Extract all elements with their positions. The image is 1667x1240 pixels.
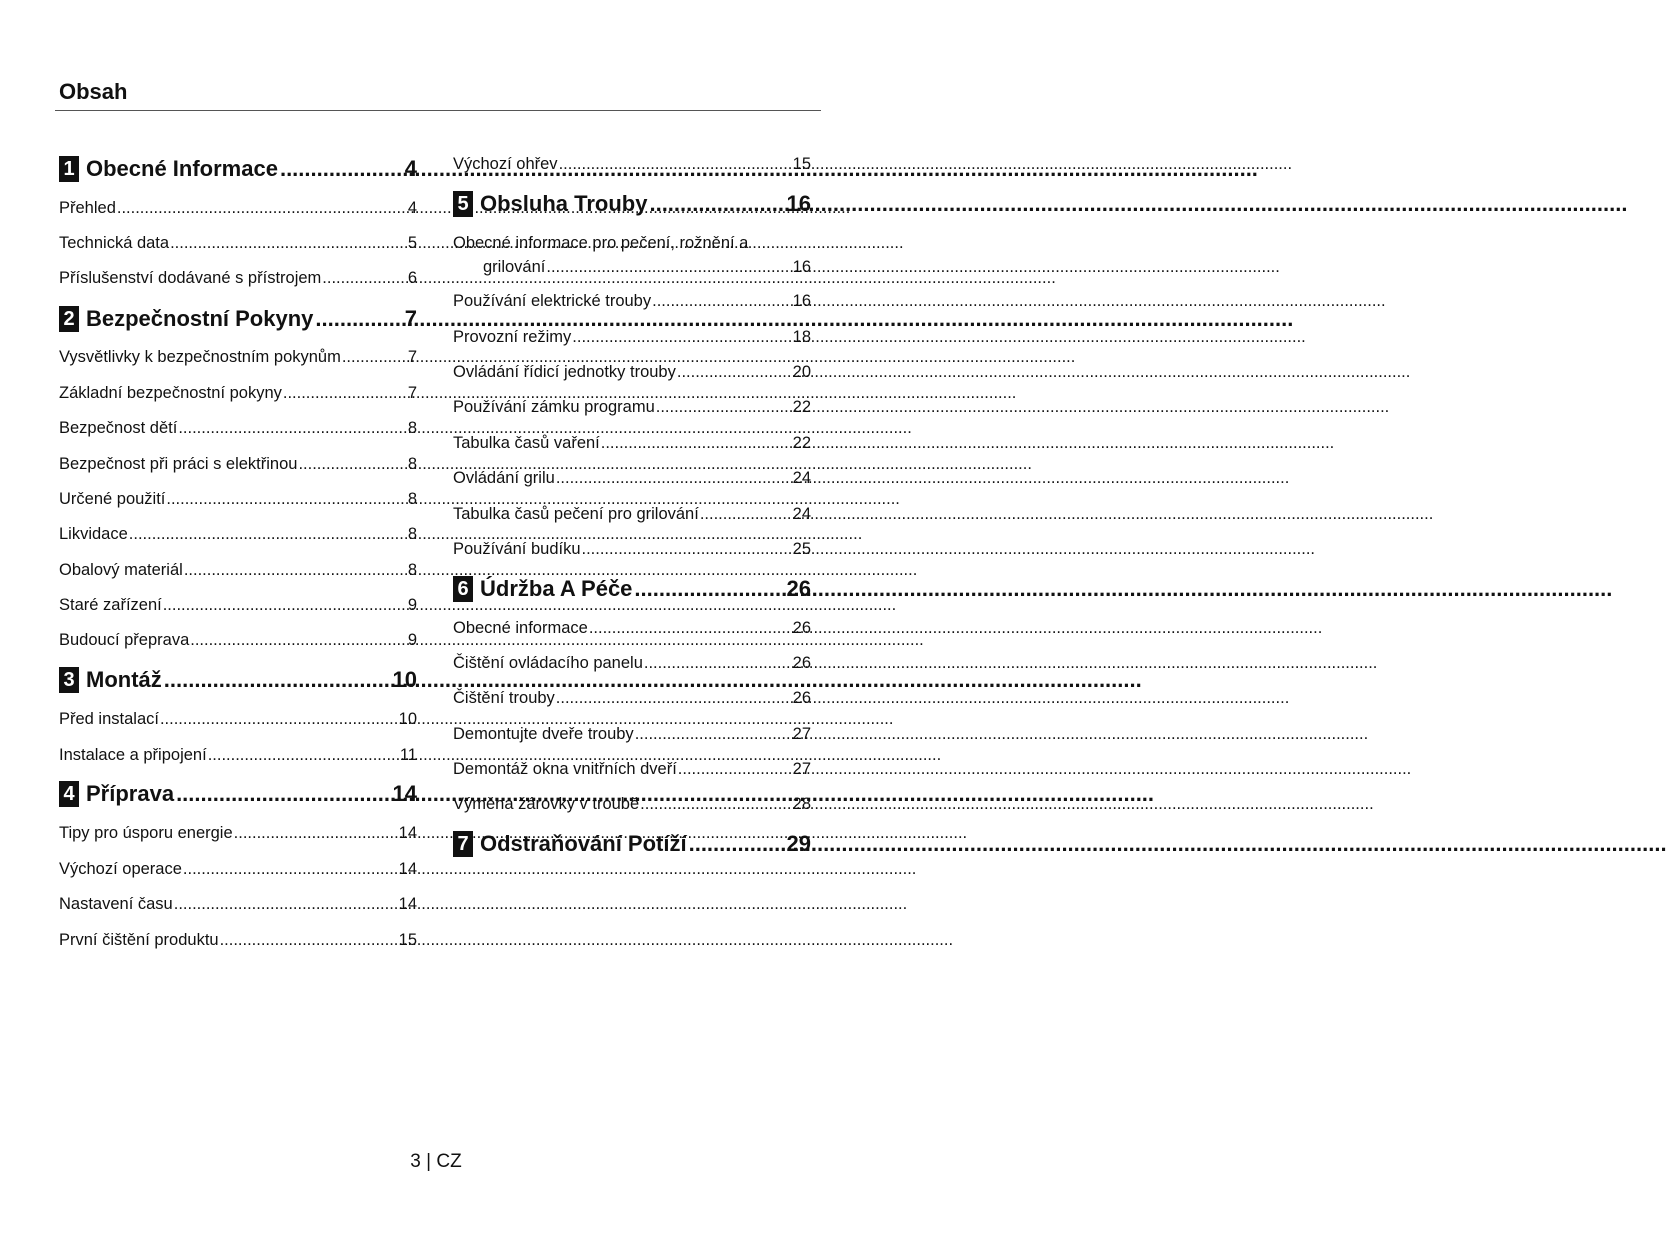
entry-page: 24 — [792, 505, 811, 523]
section-title: Bezpečnostní Pokyny — [86, 306, 314, 331]
entry-page: 8 — [407, 419, 417, 437]
section-title: Údržba A Péče — [480, 576, 633, 601]
entry-label: Obecné informace pro pečení, rožnění a — [453, 234, 749, 252]
entry-label: Výchozí ohřev — [453, 155, 558, 173]
leader-dots — [160, 707, 398, 731]
entry-page: 4 — [407, 199, 417, 217]
leader-dots — [166, 487, 406, 511]
toc-entry[interactable] — [59, 452, 417, 476]
leader-dots — [184, 558, 407, 582]
entry-page: 26 — [792, 654, 811, 672]
leader-dots — [644, 651, 792, 675]
leader-dots — [176, 779, 390, 809]
toc-entry[interactable] — [59, 707, 417, 731]
entry-page: 6 — [407, 269, 417, 287]
leader-dots — [315, 304, 402, 334]
entry-label: Obecné informace — [453, 619, 588, 637]
entry-label: Přehled — [59, 199, 116, 217]
entry-page: 8 — [407, 490, 417, 508]
entry-page: 18 — [792, 328, 811, 346]
entry-label: Demontujte dveře trouby — [453, 725, 634, 743]
leader-dots — [208, 743, 399, 767]
entry-label: Likvidace — [59, 525, 128, 543]
toc-entry[interactable] — [453, 722, 811, 746]
leader-dots — [190, 628, 407, 652]
toc-entry[interactable] — [453, 360, 811, 384]
leader-dots — [164, 665, 391, 695]
leader-dots — [635, 722, 792, 746]
entry-label: Budoucí přeprava — [59, 631, 190, 649]
section-title: Montáž — [86, 667, 162, 692]
entry-label: Tabulka časů vaření — [453, 434, 600, 452]
entry-label: Ovládání řídicí jednotky trouby — [453, 363, 676, 381]
entry-label: Obalový materiál — [59, 561, 183, 579]
entry-label: Tabulka časů pečení pro grilování — [453, 505, 699, 523]
toc-entry[interactable] — [453, 537, 811, 561]
entry-page: 8 — [407, 525, 417, 543]
entry-page: 14 — [398, 824, 417, 842]
section-number-badge: 6 — [453, 576, 473, 602]
toc-entry[interactable] — [59, 821, 417, 845]
leader-dots — [117, 196, 407, 220]
leader-dots — [656, 395, 792, 419]
entry-label: Bezpečnost dětí — [59, 419, 178, 437]
section-number-badge: 7 — [453, 831, 473, 857]
toc-entry[interactable] — [453, 325, 811, 349]
entry-page: 26 — [792, 689, 811, 707]
entry-label: Demontáž okna vnitřních dveří — [453, 760, 677, 778]
toc-entry[interactable] — [453, 686, 811, 710]
toc-entry[interactable] — [453, 152, 811, 176]
toc-entry[interactable] — [59, 416, 417, 440]
leader-dots — [652, 289, 792, 313]
entry-label: Technická data — [59, 234, 170, 252]
entry-label: Bezpečnost při práci s elektřinou — [59, 455, 298, 473]
entry-label: Ovládání grilu — [453, 469, 555, 487]
toc-entry[interactable] — [453, 431, 811, 455]
entry-page: 22 — [792, 434, 811, 452]
entry-label: Používání elektrické trouby — [453, 292, 652, 310]
section-number-badge: 3 — [59, 667, 79, 693]
leader-dots — [556, 686, 792, 710]
section-page: 29 — [786, 831, 811, 856]
entry-page: 9 — [407, 631, 417, 649]
toc-entry[interactable] — [59, 743, 417, 767]
page-footer: 3 | CZ — [410, 1151, 462, 1172]
toc-entry[interactable] — [59, 628, 417, 652]
toc-entry[interactable] — [453, 651, 811, 675]
entry-page: 25 — [792, 540, 811, 558]
leader-dots — [546, 255, 791, 279]
leader-dots — [163, 593, 407, 617]
leader-dots — [700, 502, 792, 526]
leader-dots — [649, 189, 784, 219]
toc-entry[interactable] — [453, 289, 811, 313]
toc-entry[interactable] — [59, 857, 417, 881]
entry-label: Příslušenství dodávané s přístrojem — [59, 269, 322, 287]
toc-entry[interactable] — [59, 345, 417, 369]
toc-section-4[interactable] — [59, 779, 417, 809]
entry-page: 24 — [792, 469, 811, 487]
entry-page: 8 — [407, 561, 417, 579]
section-title: Odstraňování Potíží — [480, 831, 687, 856]
page-title: Obsah — [59, 79, 128, 104]
section-page: 14 — [392, 781, 417, 806]
toc-entry[interactable] — [453, 502, 811, 526]
leader-dots — [183, 857, 398, 881]
section-title: Příprava — [86, 781, 175, 806]
entry-label: Provozní režimy — [453, 328, 572, 346]
leader-dots — [634, 574, 784, 604]
toc-entry[interactable] — [59, 558, 417, 582]
entry-page: 20 — [792, 363, 811, 381]
leader-dots — [582, 537, 792, 561]
toc-entry[interactable] — [453, 466, 811, 490]
entry-label: Instalace a připojení — [59, 746, 207, 764]
leader-dots — [678, 757, 792, 781]
entry-page: 10 — [398, 710, 417, 728]
leader-dots — [640, 792, 791, 816]
entry-page: 7 — [407, 384, 417, 402]
entry-label: Čištění ovládacího panelu — [453, 654, 643, 672]
leader-dots — [170, 231, 407, 255]
entry-page: 14 — [398, 895, 417, 913]
entry-label: Před instalací — [59, 710, 159, 728]
toc-entry[interactable] — [453, 231, 811, 279]
entry-label: Určené použití — [59, 490, 166, 508]
toc-section-1[interactable] — [59, 154, 417, 184]
leader-dots — [589, 616, 792, 640]
leader-dots — [178, 416, 406, 440]
leader-dots — [322, 266, 407, 290]
leader-dots — [234, 821, 398, 845]
toc-entry[interactable] — [59, 593, 417, 617]
leader-dots — [556, 466, 792, 490]
toc-entry[interactable] — [59, 892, 417, 916]
toc-entry[interactable] — [453, 395, 811, 419]
entry-label-continued: grilování — [483, 258, 546, 276]
entry-page: 22 — [792, 398, 811, 416]
section-page: 16 — [786, 191, 811, 216]
entry-label: Výměna žárovky v troubě — [453, 795, 640, 813]
leader-dots — [283, 381, 407, 405]
section-number-badge: 2 — [59, 306, 79, 332]
leader-dots — [174, 892, 398, 916]
entry-label: První čištění produktu — [59, 931, 219, 949]
leader-dots — [220, 928, 398, 952]
leader-dots — [689, 829, 785, 859]
entry-page: 14 — [398, 860, 417, 878]
entry-page: 11 — [399, 746, 417, 764]
entry-page: 5 — [407, 234, 417, 252]
entry-page: 16 — [792, 292, 811, 310]
toc-entry[interactable] — [59, 381, 417, 405]
entry-label: Staré zařízení — [59, 596, 162, 614]
leader-dots — [298, 452, 406, 476]
section-page: 4 — [404, 156, 417, 181]
leader-dots — [342, 345, 407, 369]
section-number-badge: 5 — [453, 191, 473, 217]
leader-dots — [280, 154, 403, 184]
toc-section-3[interactable] — [59, 665, 417, 695]
toc-entry[interactable] — [453, 757, 811, 781]
toc-entry[interactable] — [59, 196, 417, 220]
entry-label: Základní bezpečnostní pokyny — [59, 384, 282, 402]
toc-entry[interactable] — [453, 792, 811, 816]
toc-entry[interactable] — [59, 522, 417, 546]
toc-entry[interactable] — [59, 266, 417, 290]
section-number-badge: 1 — [59, 156, 79, 182]
entry-page: 7 — [407, 348, 417, 366]
entry-label: Používání zámku programu — [453, 398, 655, 416]
entry-page: 16 — [792, 258, 811, 276]
section-page: 10 — [392, 667, 417, 692]
leader-dots — [572, 325, 791, 349]
toc-entry[interactable] — [59, 928, 417, 952]
section-title: Obsluha Trouby — [480, 191, 648, 216]
entry-label: Vysvětlivky k bezpečnostním pokynům — [59, 348, 341, 366]
toc-section-7[interactable] — [453, 829, 811, 859]
leader-dots — [677, 360, 792, 384]
entry-label: Nastavení času — [59, 895, 173, 913]
toc-section-2[interactable] — [59, 304, 417, 334]
entry-label: Tipy pro úsporu energie — [59, 824, 233, 842]
toc-entry[interactable] — [59, 231, 417, 255]
leader-dots — [601, 431, 792, 455]
section-page: 26 — [786, 576, 811, 601]
entry-page: 9 — [407, 596, 417, 614]
entry-page: 27 — [792, 725, 811, 743]
entry-label: Čištění trouby — [453, 689, 555, 707]
entry-page: 15 — [398, 931, 417, 949]
toc-section-5[interactable] — [453, 189, 811, 219]
entry-page: 28 — [792, 795, 811, 813]
entry-page: 27 — [792, 760, 811, 778]
leader-dots — [129, 522, 407, 546]
toc-entry[interactable] — [59, 487, 417, 511]
toc-section-6[interactable] — [453, 574, 811, 604]
entry-page: 8 — [407, 455, 417, 473]
section-number-badge: 4 — [59, 781, 79, 807]
title-divider — [55, 110, 821, 111]
section-title: Obecné Informace — [86, 156, 278, 181]
entry-label: Používání budíku — [453, 540, 581, 558]
section-page: 7 — [404, 306, 417, 331]
entry-page: 15 — [792, 155, 811, 173]
toc-entry[interactable] — [453, 616, 811, 640]
leader-dots — [559, 152, 792, 176]
entry-page: 26 — [792, 619, 811, 637]
entry-label: Výchozí operace — [59, 860, 182, 878]
